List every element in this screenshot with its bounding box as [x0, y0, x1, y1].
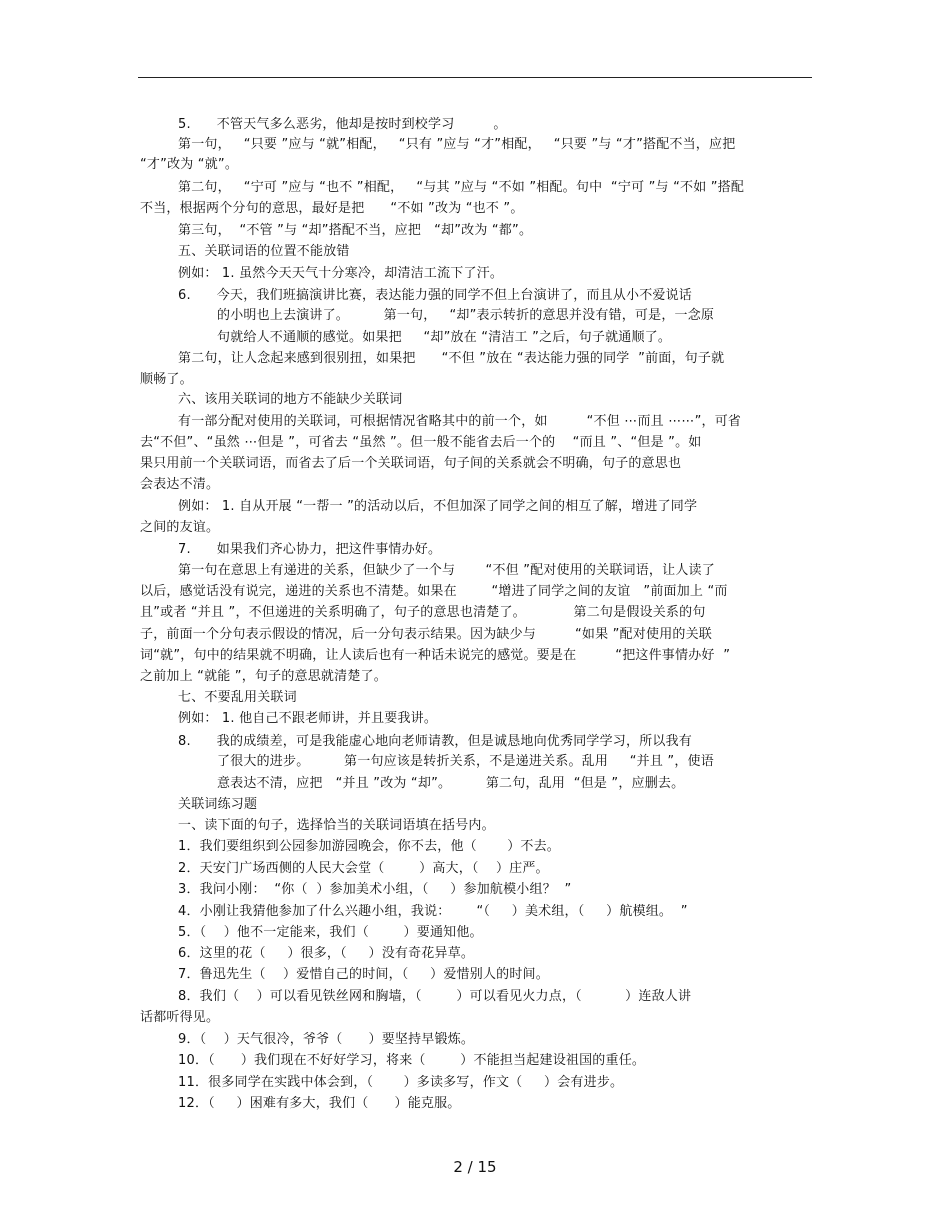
text-line: 例如： 1. 虽然今天天气十分寒冷，却清洁工流下了汗。 — [178, 266, 504, 281]
section-heading: 一、读下面的句子，选择恰当的关联词语填在括号内。 — [178, 818, 495, 833]
exercise-item: 6．这里的花（ ）很多，（ ）没有奇花异草。 — [178, 946, 475, 961]
text-line: 词“就”，句中的结果就不明确，让人读后也有一种话未说完的感觉。要是在 “把这件事情办好 ” — [140, 648, 731, 663]
text-line: 例如： 1. 他自己不跟老师讲，并且要我讲。 — [178, 711, 438, 726]
header-rule — [138, 77, 812, 78]
exercise-item: 7．鲁迅先生（ ）爱惜自己的时间，（ ）爱惜别人的时间。 — [178, 967, 549, 982]
exercise-item: 9．（ ）天气很冷，爷爷（ ）要坚持早锻炼。 — [178, 1032, 475, 1047]
text-line: 第一句， “只要 ”应与 “就”相配， “只有 ”应与 “才”相配， “只要 ”与 “才”搭配不当，应把 — [178, 137, 736, 152]
text-line: 不当，根据两个分句的意思，最好是把 “不如 ”改为 “也不 ”。 — [140, 201, 524, 216]
text-line: 第一句在意思上有递进的关系，但缺少了一个与 “不但 ”配对使用的关联词语，让人读了 — [178, 563, 715, 578]
exercise-item: 5．（ ）他不一定能来，我们（ ）要通知他。 — [178, 925, 483, 940]
text-line: 6. 今天，我们班搞演讲比赛，表达能力强的同学不但上台演讲了，而且从小不爱说话 — [178, 288, 692, 303]
text-line: 以后，感觉话没有说完，递进的关系也不清楚。如果在 “增进了同学之间的友谊 ”前面加上 “而 — [140, 584, 728, 599]
section-heading: 七、不要乱用关联词 — [178, 690, 297, 705]
text-line: 8. 我的成绩差，可是我能虚心地向老师请教，但是诚恳地向优秀同学学习，所以我有 — [178, 734, 692, 749]
text-line: 去“不但”、“虽然 ⋯但是 ”，可省去 “虽然 ”。但一般不能省去后一个的 “而且 ”、“但是 ”。如 — [140, 435, 702, 450]
text-line: 第三句， “不管 ”与 “却”搭配不当，应把 “却”改为 “都”。 — [178, 223, 533, 238]
text-line: 的小明也上去演讲了。 第一句， “却”表示转折的意思并没有错，可是，一念原 — [217, 308, 715, 323]
text-line: 第二句，让人念起来感到很别扭，如果把 “不但 ”放在 “表达能力强的同学 ”前面，句子就 — [178, 351, 725, 366]
text-line: 顺畅了。 — [140, 372, 193, 387]
text-line: 例如： 1. 自从开展 “一帮一 ”的活动以后，不但加深了同学之间的相互了解，增进了同学 — [178, 499, 698, 514]
text-line: 了很大的进步。 第一句应该是转折关系，不是递进关系。乱用 “并且 ”，使语 — [217, 754, 714, 769]
section-heading: 关联词练习题 — [178, 797, 258, 812]
exercise-item: 11．很多同学在实践中体会到，（ ）多读多写，作文（ ）会有进步。 — [178, 1075, 624, 1090]
exercise-item: 话都听得见。 — [140, 1010, 220, 1025]
text-line: 果只用前一个关联词语，而省去了后一个关联词语，句子间的关系就会不明确，句子的意思也 — [140, 456, 682, 471]
exercise-item: 10．（ ）我们现在不好好学习，将来（ ）不能担当起建设祖国的重任。 — [178, 1053, 646, 1068]
page-number: 2 / 15 — [453, 1158, 497, 1176]
text-line: 5. 不管天气多么恶劣，他却是按时到校学习 。 — [178, 117, 507, 132]
text-line: 7. 如果我们齐心协力，把这件事情办好。 — [178, 542, 442, 557]
text-line: 之间的友谊。 — [140, 520, 220, 535]
exercise-item: 12．（ ）困难有多大，我们（ ）能克服。 — [178, 1096, 461, 1111]
exercise-item: 1．我们要组织到公园参加游园晚会，你不去，他（ ）不去。 — [178, 839, 560, 854]
exercise-item: 4．小刚让我猜他参加了什么兴趣小组，我说： “（ ）美术组，（ ）航模组。 ” — [178, 904, 688, 919]
exercise-item: 3．我问小刚： “你（ ）参加美术小组，（ ）参加航模小组？ ” — [178, 882, 572, 897]
text-line: 且”或者 “并且 ”，不但递进的关系明确了，句子的意思也清楚了。 第二句是假设关系的句 — [140, 605, 706, 620]
text-line: “才”改为 “就”。 — [140, 157, 239, 172]
exercise-item: 8．我们（ ）可以看见铁丝网和胸墙，（ ）可以看见火力点，（ ）连敌人讲 — [178, 989, 692, 1004]
text-line: 句就给人不通顺的感觉。如果把 “却”放在 “清洁工 ”之后，句子就通顺了。 — [217, 330, 672, 345]
text-line: 意表达不清，应把 “并且 ”改为 “却”。 第二句，乱用 “但是 ”，应删去。 — [217, 776, 685, 791]
exercise-item: 2．天安门广场西侧的人民大会堂（ ）高大，（ ）庄严。 — [178, 861, 549, 876]
text-line: 有一部分配对使用的关联词，可根据情况省略其中的前一个，如 “不但 ⋯而且 ⋯⋯”，可省 — [178, 414, 742, 429]
section-heading: 六、该用关联词的地方不能缺少关联词 — [178, 392, 403, 407]
text-line: 会表达不清。 — [140, 477, 220, 492]
text-line: 第二句， “宁可 ”应与 “也不 ”相配， “与其 ”应与 “不如 ”相配。句中 “宁可 ”与 “不如 ”搭配 — [178, 180, 745, 195]
text-line: 子，前面一个分句表示假设的情况，后一分句表示结果。因为缺少与 “如果 ”配对使用的关联 — [140, 627, 712, 642]
section-heading: 五、关联词语的位置不能放错 — [178, 244, 350, 259]
text-line: 之前加上 “就能 ”，句子的意思就清楚了。 — [140, 669, 387, 684]
